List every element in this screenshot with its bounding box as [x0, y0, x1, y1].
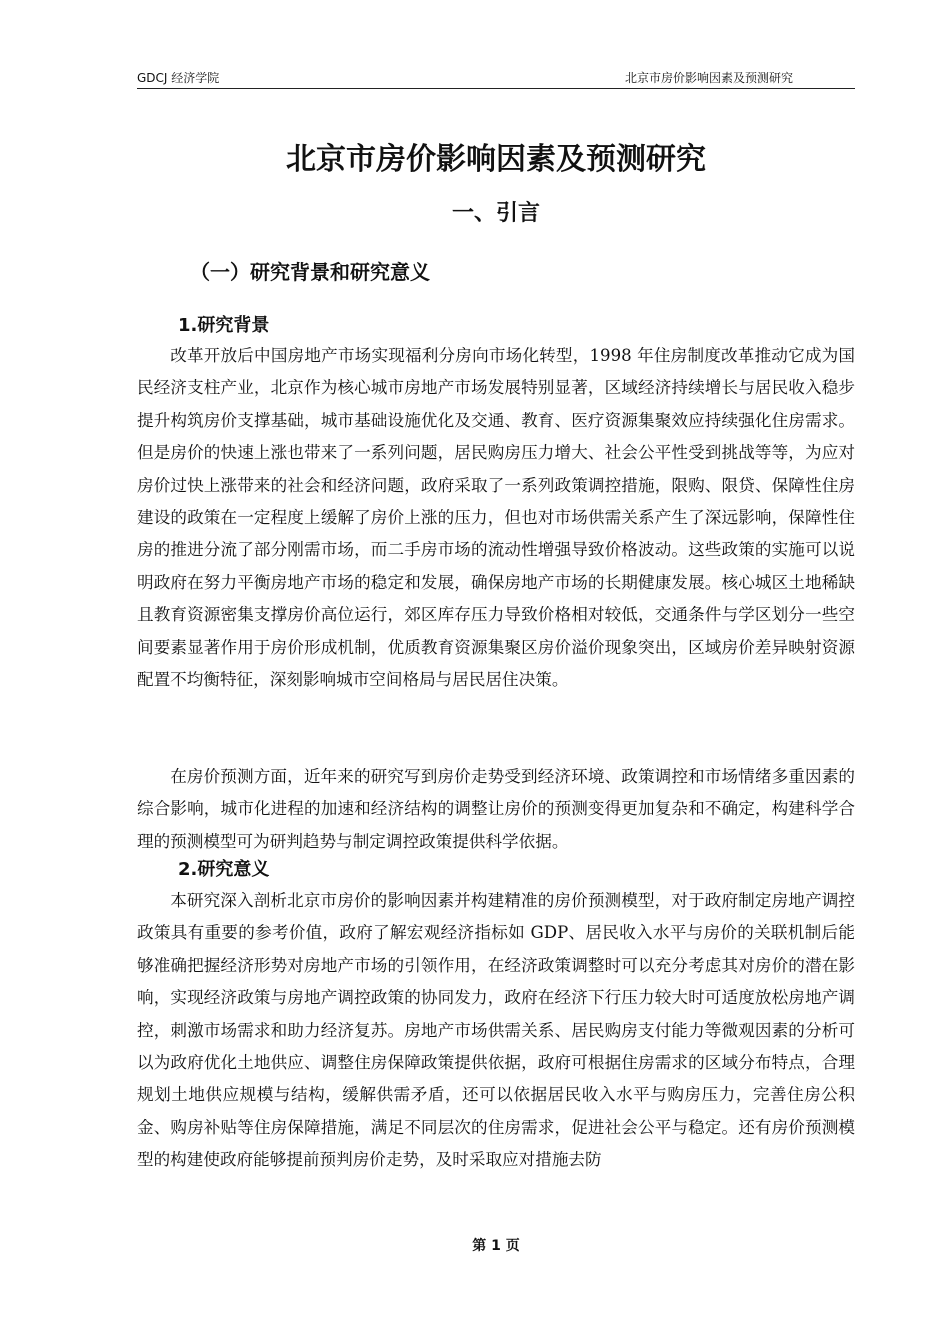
header-doc-title: 北京市房价影响因素及预测研究	[624, 71, 793, 85]
header-institution: GDCJ 经济学院	[137, 71, 220, 85]
section-heading-introduction: 一、引言	[451, 201, 540, 226]
document-title: 北京市房价影响因素及预测研究	[286, 142, 706, 177]
item-heading-research-significance: 2.研究意义	[178, 859, 270, 880]
page-number: 第 1 页	[472, 1238, 520, 1254]
paragraph-background-2: 在房价预测方面，近年来的研究写到房价走势受到经济环境、政策调控和市场情绪多重因素的综合影响，城市化进程的加速和经济结构的调整让房价的预测变得更加复杂和不确定，构建科学合理的预测模型可为研判趋势与制定调控政策提供科学依据。	[137, 767, 855, 851]
paragraph-significance: 本研究深入剖析北京市房价的影响因素并构建精准的房价预测模型，对于政府制定房地产调控政策具有重要的参考价值，政府了解宏观经济指标如 GDP、居民收入水平与房价的关联机制后能够准确把握经济形势对房地产市场的引领作用，在经济政策调整时可以充分考虑其对房价的潜在影响，实现经济政策与房地产调控政策的协同发力，政府在经济下行压力较大时可适度放松房地产调控，刺激市场需求和助力经济复苏。房地产市场供需关系、居民购房支付能力等微观因素的分析可以为政府优化土地供应、调整住房保障政策提供依据，政府可根据住房需求的区域分布特点，合理规划土地供应规模与结构，缓解供需矛盾，还可以依据居民收入水平与购房压力，完善住房公积金、购房补贴等住房保障措施，满足不同层次的住房需求，促进社会公平与稳定。还有房价预测模型的构建使政府能够提前预判房价走势，及时采取应对措施去防	[137, 891, 855, 1170]
page-header	[137, 70, 855, 89]
paragraph-background-1: 改革开放后中国房地产市场实现福利分房向市场化转型，1998 年住房制度改革推动它成为国民经济支柱产业，北京作为核心城市房地产市场发展特别显著，区域经济持续增长与居民收入稳步提升构筑房价支撑基础，城市基础设施优化及交通、教育、医疗资源集聚效应持续强化住房需求。但是房价的快速上涨也带来了一系列问题，居民购房压力增大、社会公平性受到挑战等等，为应对房价过快上涨带来的社会和经济问题，政府采取了一系列政策调控措施，限购、限贷、保障性住房建设的政策在一定程度上缓解了房价上涨的压力，但也对市场供需关系产生了深远影响，保障性住房的推进分流了部分刚需市场，而二手房市场的流动性增强导致价格波动。这些政策的实施可以说明政府在努力平衡房地产市场的稳定和发展，确保房地产市场的长期健康发展。核心城区土地稀缺且教育资源密集支撑房价高位运行，郊区库存压力导致价格相对较低，交通条件与学区划分一些空间要素显著作用于房价形成机制，优质教育资源集聚区房价溢价现象突出，区域房价差异映射资源配置不均衡特征，深刻影响城市空间格局与居民居住决策。	[137, 346, 855, 690]
subsection-heading-background-significance: （一）研究背景和研究意义	[190, 260, 430, 284]
item-heading-research-background: 1.研究背景	[178, 315, 270, 336]
